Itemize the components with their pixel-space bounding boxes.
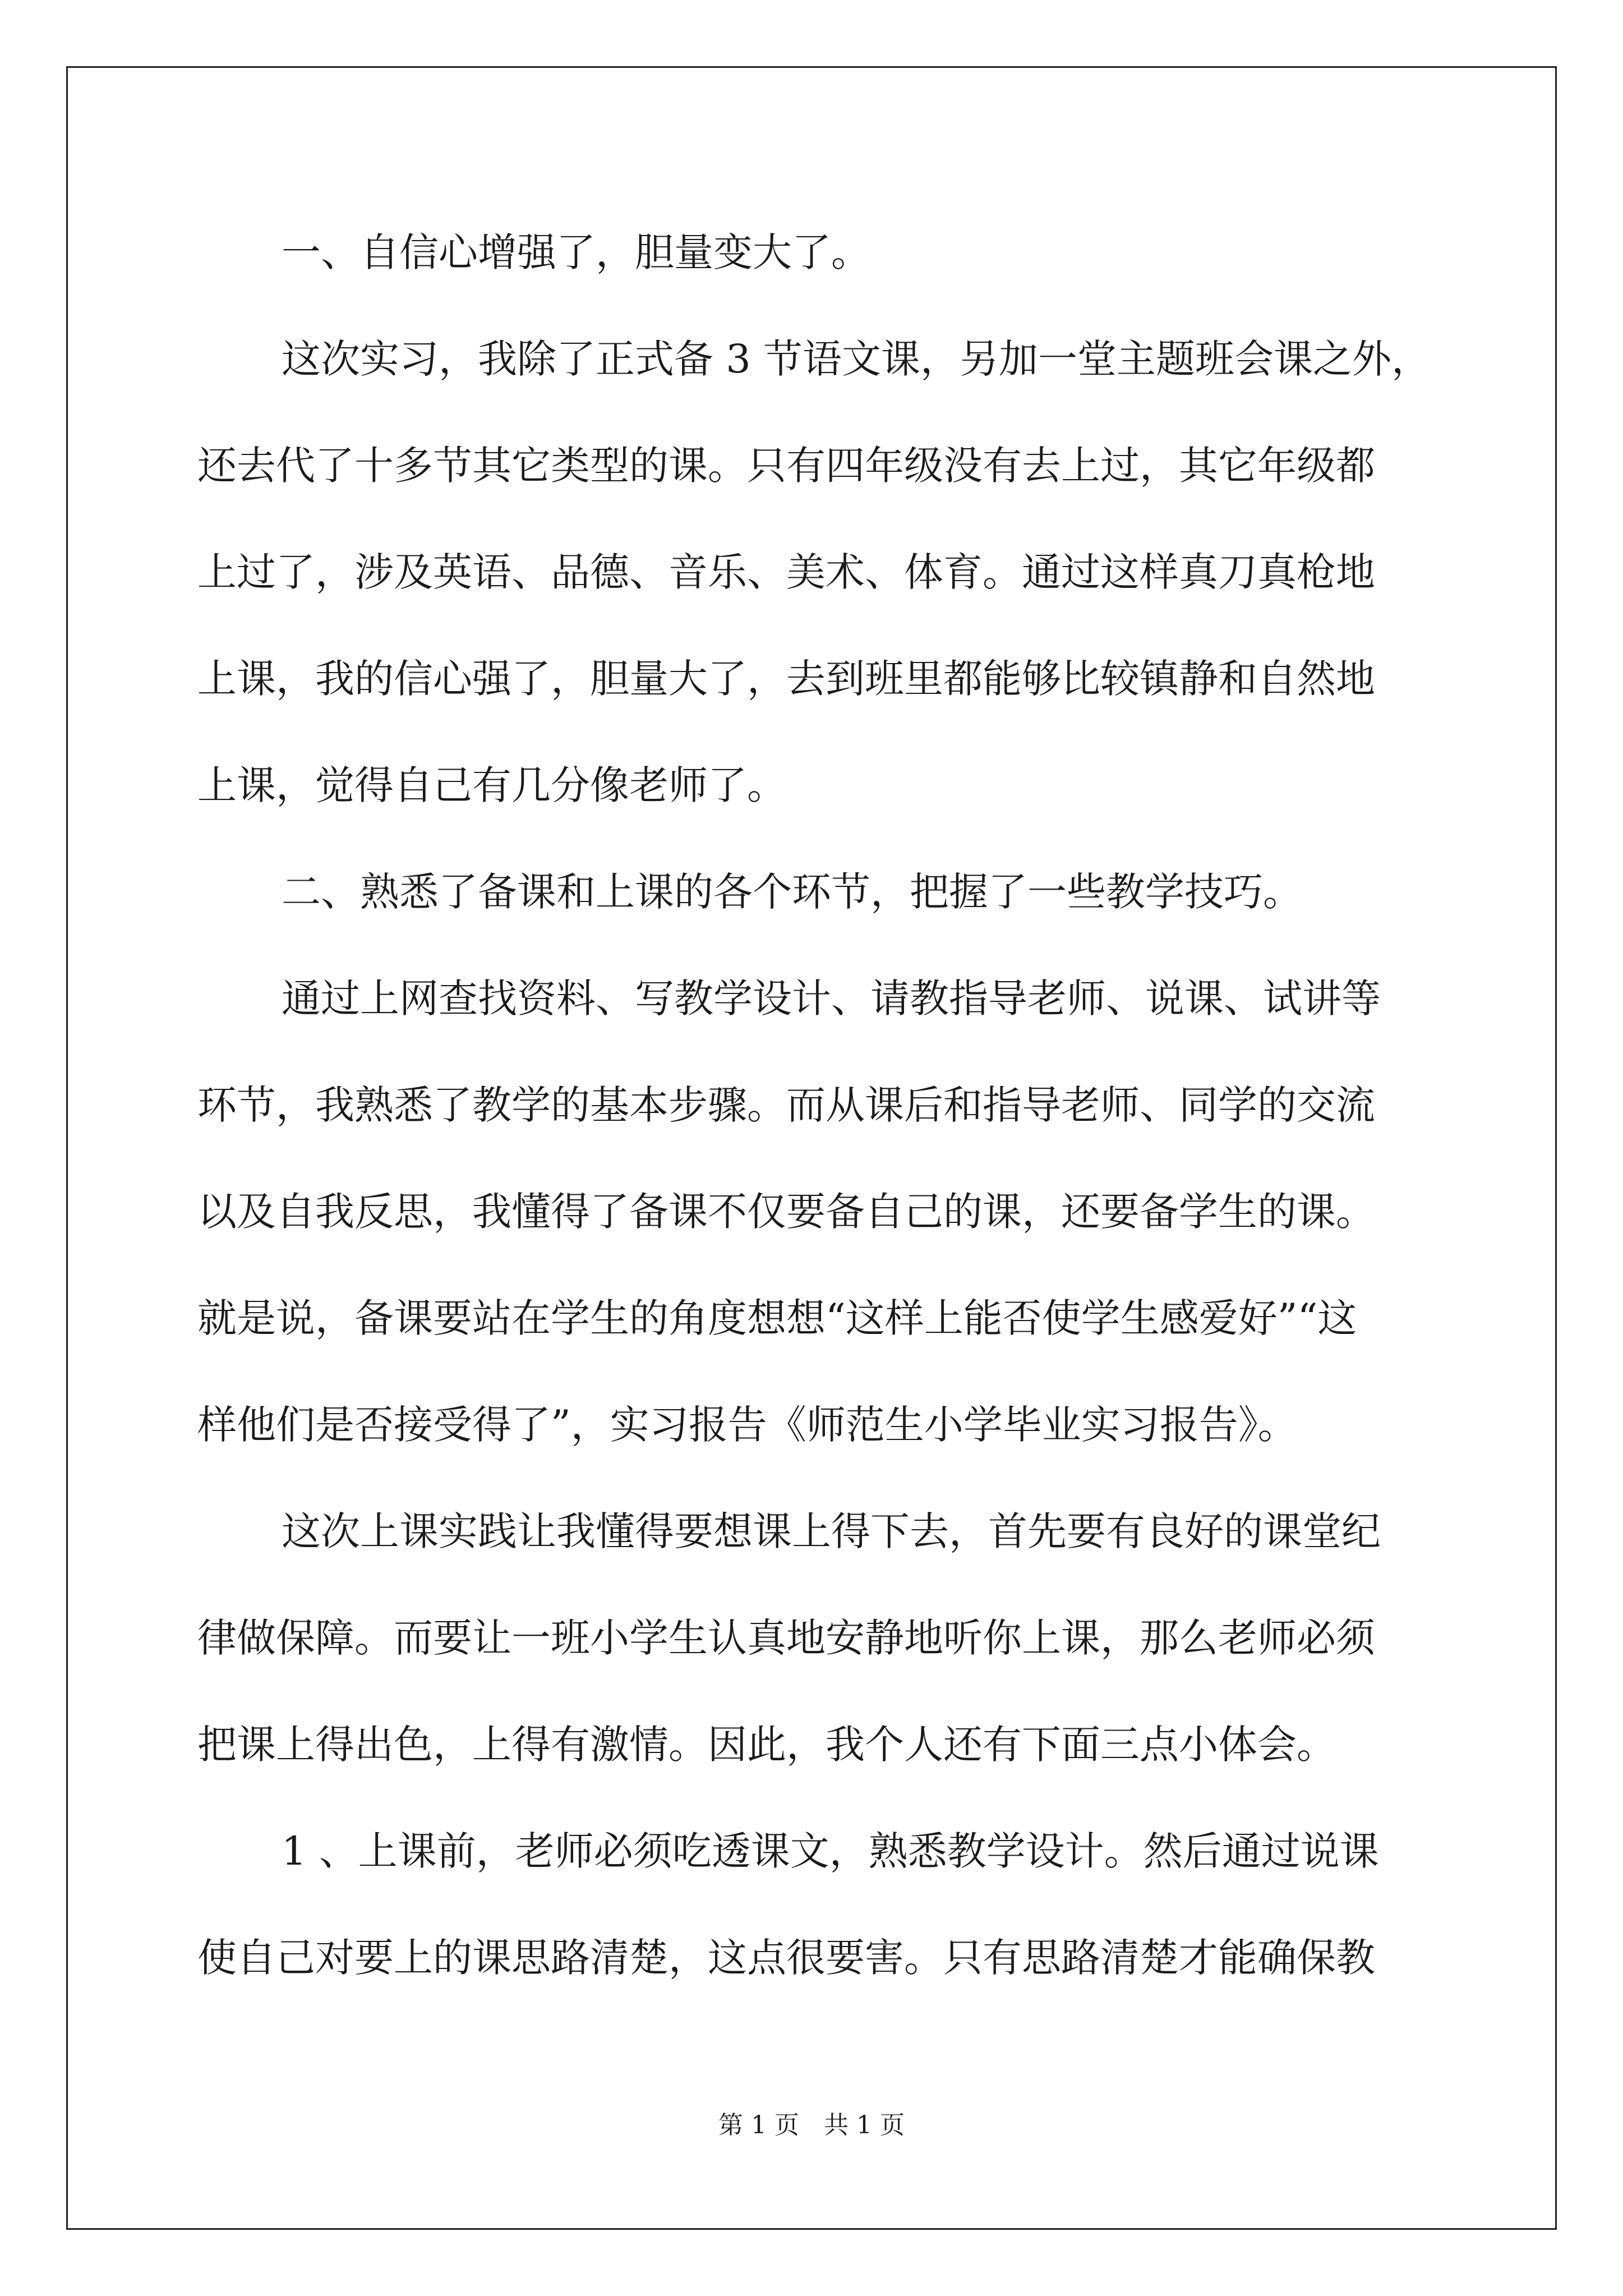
- text-line: 上过了，涉及英语、品德、音乐、美术、体育。通过这样真刀真枪地: [197, 549, 1375, 595]
- text-line: 还去代了十多节其它类型的课。只有四年级没有去上过，其它年级都: [197, 443, 1375, 489]
- text-line: 把课上得出色，上得有激情。因此，我个人还有下面三点小体会。: [197, 1722, 1336, 1768]
- text-line: 环节，我熟悉了教学的基本步骤。而从课后和指导老师、同学的交流: [197, 1082, 1375, 1128]
- text-line: 这次上课实践让我懂得要想课上得下去，首先要有良好的课堂纪: [282, 1508, 1381, 1554]
- text-line: 样他们是否接受得了”，实习报告《师范生小学毕业实习报告》。: [197, 1402, 1297, 1448]
- text-line: 以及自我反思，我懂得了备课不仅要备自己的课，还要备学生的课。: [197, 1189, 1375, 1235]
- text-line: 就是说，备课要站在学生的角度想想“这样上能否使学生感爱好”“这: [197, 1295, 1357, 1341]
- page-footer: 第 1 页 共 1 页: [718, 2111, 905, 2139]
- text-line: 1 、上课前，老师必须吃透课文，熟悉教学设计。然后通过说课: [282, 1828, 1379, 1874]
- text-line: 一、自信心增强了，胆量变大了。: [282, 229, 870, 275]
- document-body: [197, 216, 1431, 2028]
- text-line: 上课，我的信心强了，胆量大了，去到班里都能够比较镇静和自然地: [197, 656, 1375, 702]
- text-line: 通过上网查找资料、写教学设计、请教指导老师、说课、试讲等: [282, 976, 1381, 1022]
- text-line: 使自己对要上的课思路清楚，这点很要害。只有思路清楚才能确保教: [197, 1935, 1375, 1981]
- text-line: 上课，觉得自己有几分像老师了。: [197, 762, 786, 808]
- text-line: 这次实习，我除了正式备 3 节语文课，另加一堂主题班会课之外，: [282, 336, 1431, 382]
- text-line: 二、熟悉了备课和上课的各个环节，把握了一些教学技巧。: [282, 869, 1302, 915]
- text-line: 律做保障。而要让一班小学生认真地安静地听你上课，那么老师必须: [197, 1615, 1375, 1661]
